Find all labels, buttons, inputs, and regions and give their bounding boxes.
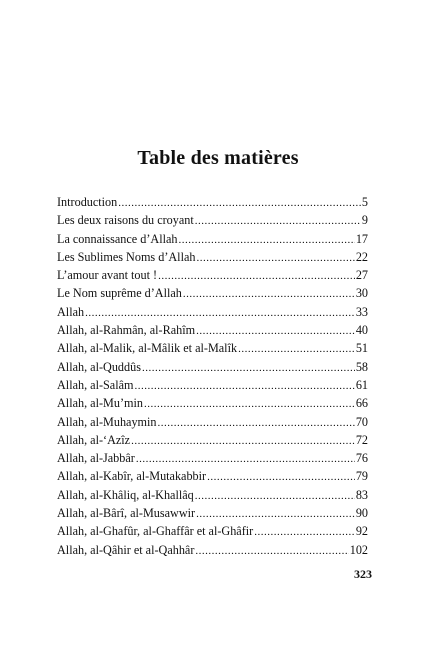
toc-entry [57,449,368,467]
toc-entry-title: Allah, al-Mu’min [57,396,143,411]
toc-entry-page: 5 [361,195,368,209]
toc-entry-title: Le Nom suprême d’Allah [57,286,182,301]
toc-entry-page: 70 [355,414,368,429]
page-number: 323 [354,567,372,581]
toc-entry-title: Introduction [57,195,118,209]
dot-leader [142,359,355,377]
toc-entry-title: Les Sublimes Noms d’Allah [57,249,196,264]
toc-entry [57,339,368,357]
toc-entry-title: Allah, al-Rahmân, al-Rahîm [57,323,196,338]
dot-leader [131,432,355,450]
toc-entry [57,376,368,394]
toc-entry [57,504,368,522]
toc-entry-page: 66 [355,396,368,411]
toc-entry [57,284,368,302]
table-of-contents [57,193,368,559]
toc-entry-title: Les deux raisons du croyant [57,213,194,228]
toc-entry-page: 102 [349,542,368,557]
toc-entry-page: 76 [355,451,368,466]
toc-entry-title: Allah [57,304,85,319]
dot-leader [195,487,355,505]
toc-entry [57,486,368,504]
toc-entry [57,211,368,229]
toc-entry-page: 9 [361,213,368,228]
toc-entry [57,431,368,449]
page-title: Table des matières [137,147,299,169]
dot-leader [207,468,355,486]
dot-leader [195,542,348,560]
toc-entry [57,266,368,284]
toc-entry-title: Allah, al-Bârî, al-Musawwir [57,506,196,521]
toc-entry [57,358,368,376]
dot-leader [158,267,355,285]
toc-entry [57,230,368,248]
toc-entry-title: La connaissance d’Allah [57,231,178,246]
toc-entry-page: 40 [355,323,368,338]
toc-entry-title: Allah, al-Malik, al-Mâlik et al-Malîk [57,341,238,356]
dot-leader [196,249,354,267]
dot-leader [254,523,355,541]
toc-entry-title: Allah, al-Kabîr, al-Mutakabbir [57,469,207,484]
dot-leader [196,322,355,340]
toc-entry-page: 17 [355,231,368,246]
toc-entry [57,321,368,339]
dot-leader [136,450,355,468]
toc-entry-page: 72 [355,432,368,447]
toc-entry-title: Allah, al-Qâhir et al-Qahhâr [57,542,195,557]
dot-leader [135,377,355,395]
toc-entry-title: Allah, al-Muhaymin [57,414,157,429]
toc-entry-title: Allah, al-Khâliq, al-Khallâq [57,487,194,502]
toc-entry-page: 58 [355,359,368,374]
dot-leader [238,340,355,358]
toc-entry-title: Allah, al-Ghafûr, al-Ghaffâr et al-Ghâfir [57,524,254,539]
toc-entry-page: 83 [355,487,368,502]
toc-entry [57,522,368,540]
dot-leader [195,212,361,230]
toc-entry-title: Allah, al-Quddûs [57,359,141,374]
toc-entry-page: 33 [355,304,368,319]
toc-entry-title: Allah, al-Salâm [57,377,134,392]
dot-leader [158,414,355,432]
dot-leader [178,231,354,249]
toc-entry [57,193,368,211]
dot-leader [118,194,361,212]
toc-entry-page: 27 [355,268,368,283]
toc-entry-page: 61 [355,377,368,392]
toc-entry-page: 51 [355,341,368,356]
dot-leader [183,285,355,303]
toc-entry-page: 22 [355,249,368,264]
toc-entry-page: 30 [355,286,368,301]
toc-entry [57,413,368,431]
dot-leader [85,304,355,322]
toc-entry-title: Allah, al-‘Azîz [57,432,131,447]
toc-entry-title: Allah, al-Jabbâr [57,451,135,466]
dot-leader [196,505,355,523]
toc-entry-page: 92 [355,524,368,539]
toc-entry-title: L’amour avant tout ! [57,268,158,283]
toc-entry [57,394,368,412]
toc-entry [57,467,368,485]
toc-entry-page: 90 [355,506,368,521]
toc-entry [57,541,368,559]
dot-leader [144,395,355,413]
toc-entry [57,248,368,266]
toc-entry-page: 79 [355,469,368,484]
toc-entry [57,303,368,321]
